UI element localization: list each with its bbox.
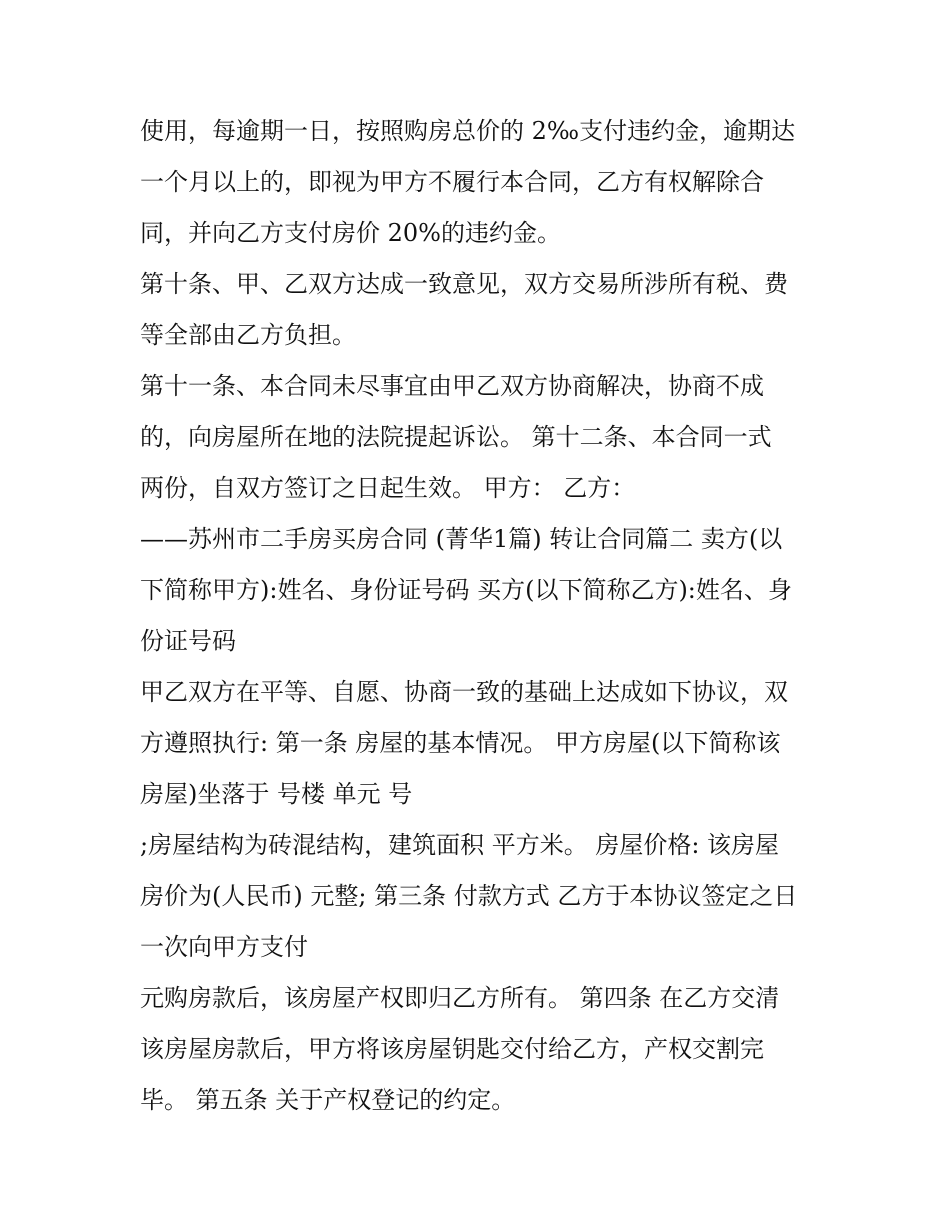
text-line: 份证号码 bbox=[140, 627, 236, 655]
paragraph-article-10 bbox=[140, 259, 830, 361]
text-line: 元购房款后，该房屋产权即归乙方所有。 第四条 在乙方交清 bbox=[140, 984, 780, 1012]
paragraph-house-structure-price bbox=[140, 820, 830, 973]
text-line: 房价为(人民币) 元整; 第三条 付款方式 乙方于本协议签定之日 bbox=[140, 882, 798, 910]
text-line: 第十条、甲、乙双方达成一致意见，双方交易所涉所有税、费 bbox=[140, 270, 788, 298]
text-line: 一次向甲方支付 bbox=[140, 933, 308, 961]
text-line: 该房屋房款后，甲方将该房屋钥匙交付给乙方，产权交割完 bbox=[140, 1035, 764, 1063]
paragraph-contract-two-header bbox=[140, 514, 830, 667]
text-line: 方遵照执行: 第一条 房屋的基本情况。 甲方房屋(以下简称该 bbox=[140, 729, 781, 757]
text-line: ——苏州市二手房买房合同 (菁华1篇) 转让合同篇二 卖方(以 bbox=[140, 525, 783, 553]
paragraph-agreement-basis bbox=[140, 667, 830, 820]
text-line: 甲乙双方在平等、自愿、协商一致的基础上达成如下协议，双 bbox=[140, 678, 788, 706]
text-line: 两份，自双方签订之日起生效。 甲方： 乙方： bbox=[140, 474, 636, 502]
text-line: 房屋)坐落于 号楼 单元 号 bbox=[140, 780, 413, 808]
paragraph-penalty bbox=[140, 106, 830, 259]
text-line: 的，向房屋所在地的法院提起诉讼。 第十二条、本合同一式 bbox=[140, 423, 772, 451]
text-line: 等全部由乙方负担。 bbox=[140, 321, 356, 349]
text-line: 一个月以上的，即视为甲方不履行本合同，乙方有权解除合 bbox=[140, 168, 764, 196]
text-line: ;房屋结构为砖混结构，建筑面积 平方米。 房屋价格: 该房屋 bbox=[140, 831, 780, 859]
text-line: 下简称甲方):姓名、身份证号码 买方(以下简称乙方):姓名、身 bbox=[140, 576, 792, 604]
text-line: 第十一条、本合同未尽事宜由甲乙双方协商解决，协商不成 bbox=[140, 372, 764, 400]
paragraph-payment-transfer bbox=[140, 973, 830, 1126]
text-line: 使用，每逾期一日，按照购房总价的 2‰支付违约金，逾期达 bbox=[140, 117, 796, 145]
text-line: 毕。 第五条 关于产权登记的约定。 bbox=[140, 1086, 516, 1114]
text-line: 同，并向乙方支付房价 20%的违约金。 bbox=[140, 219, 561, 247]
paragraph-article-11 bbox=[140, 361, 830, 514]
document-body bbox=[140, 106, 830, 1126]
